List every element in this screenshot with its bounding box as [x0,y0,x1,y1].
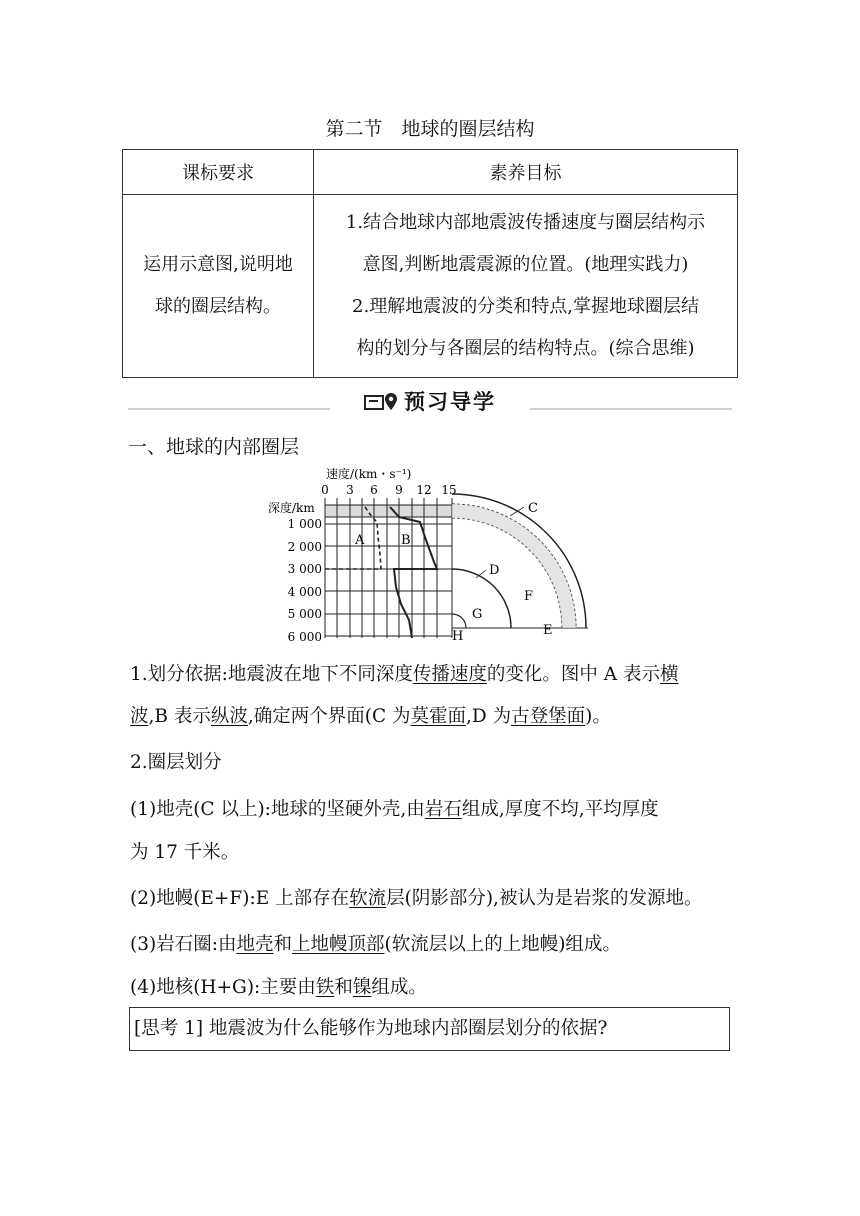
answer-blank: 岩石 [424,799,462,820]
speed-tick: 3 [346,483,354,497]
page-title: 第二节 地球的圈层结构 [325,118,535,140]
asthenosphere-shell [452,504,576,628]
objective-line-3: 2.理解地震波的分类和特点,掌握地球圈层结 [352,296,699,317]
answer-blank: 传播速度 [412,664,487,685]
paragraph-lithosphere: (3)岩石圈:由地壳和上地幔顶部(软流层以上的上地幔)组成。 [130,934,621,955]
curriculum-table [122,149,738,378]
label-a: A [355,533,365,548]
label-b: B [401,533,411,548]
depth-tick: 1 000 [287,517,322,531]
label-c: C [528,501,538,516]
depth-axis-label: 深度/km [268,501,315,515]
depth-tick: 4 000 [287,585,322,599]
table-header-objective: 素养目标 [314,150,738,195]
paragraph-crust-cont: 为 17 千米。 [130,842,240,863]
section-heading: 一、地球的内部圈层 [128,436,300,458]
depth-tick: 2 000 [287,540,322,554]
banner-title: 预习导学 [404,389,496,414]
label-e: E [543,623,553,638]
paragraph-basis-cont: 波,B 表示纵波,确定两个界面(C 为莫霍面,D 为古登堡面)。 [130,706,611,727]
objective-line-4: 构的划分与各圈层的结构特点。(综合思维) [356,338,695,359]
speed-axis-label: 速度/(km・s⁻¹) [326,467,412,481]
table-header-requirement: 课标要求 [123,150,314,195]
table-cell-objective [314,195,738,378]
paragraph-division: 2.圈层划分 [130,752,222,773]
label-h: H [452,629,464,644]
objective-line-2: 意图,判断地震震源的位置。(地理实践力) [362,254,689,275]
label-d: D [489,563,500,578]
paragraph-crust: (1)地壳(C 以上):地球的坚硬外壳,由岩石组成,厚度不均,平均厚度 [130,799,659,820]
asthenosphere-band [325,505,452,517]
answer-blank: 纵波 [210,706,248,727]
answer-blank: 上地幔顶部 [291,934,385,955]
objective-line-1: 1.结合地球内部地震波传播速度与圈层结构示 [345,212,706,233]
paragraph-mantle: (2)地幔(E+F):E 上部存在软流层(阴影部分),被认为是岩浆的发源地。 [130,888,703,909]
answer-blank: 铁 [315,977,335,998]
requirement-line-2: 球的圈层结构。 [155,296,281,317]
answer-blank: 波 [130,706,149,727]
paragraph-core: (4)地核(H+G):主要由铁和镍组成。 [130,977,427,998]
speed-tick: 0 [321,483,329,497]
seismic-wave-figure [262,462,592,652]
speed-tick: 6 [370,483,378,497]
map-pin-icon [364,390,400,414]
depth-tick: 3 000 [287,562,322,576]
answer-blank: 软流 [349,888,387,909]
depth-tick: 6 000 [287,630,322,644]
answer-blank: 古登堡面 [511,706,586,727]
label-f: F [524,589,534,604]
answer-blank: 莫霍面 [410,706,467,727]
table-cell-requirement [123,195,314,378]
answer-blank: 地壳 [236,934,274,955]
think-question-box: [思考 1] 地震波为什么能够作为地球内部圈层划分的依据? [129,1007,730,1051]
label-g: G [472,607,483,622]
depth-tick: 5 000 [287,607,322,621]
answer-blank: 镍 [352,977,372,998]
speed-tick: 9 [395,483,403,497]
requirement-line-1: 运用示意图,说明地 [143,254,293,275]
paragraph-basis: 1.划分依据:地震波在地下不同深度传播速度的变化。图中 A 表示横 [130,664,679,685]
p-wave-curve [390,507,437,638]
speed-tick: 15 [441,483,457,497]
answer-blank: 横 [660,664,679,685]
speed-tick: 12 [416,483,432,497]
